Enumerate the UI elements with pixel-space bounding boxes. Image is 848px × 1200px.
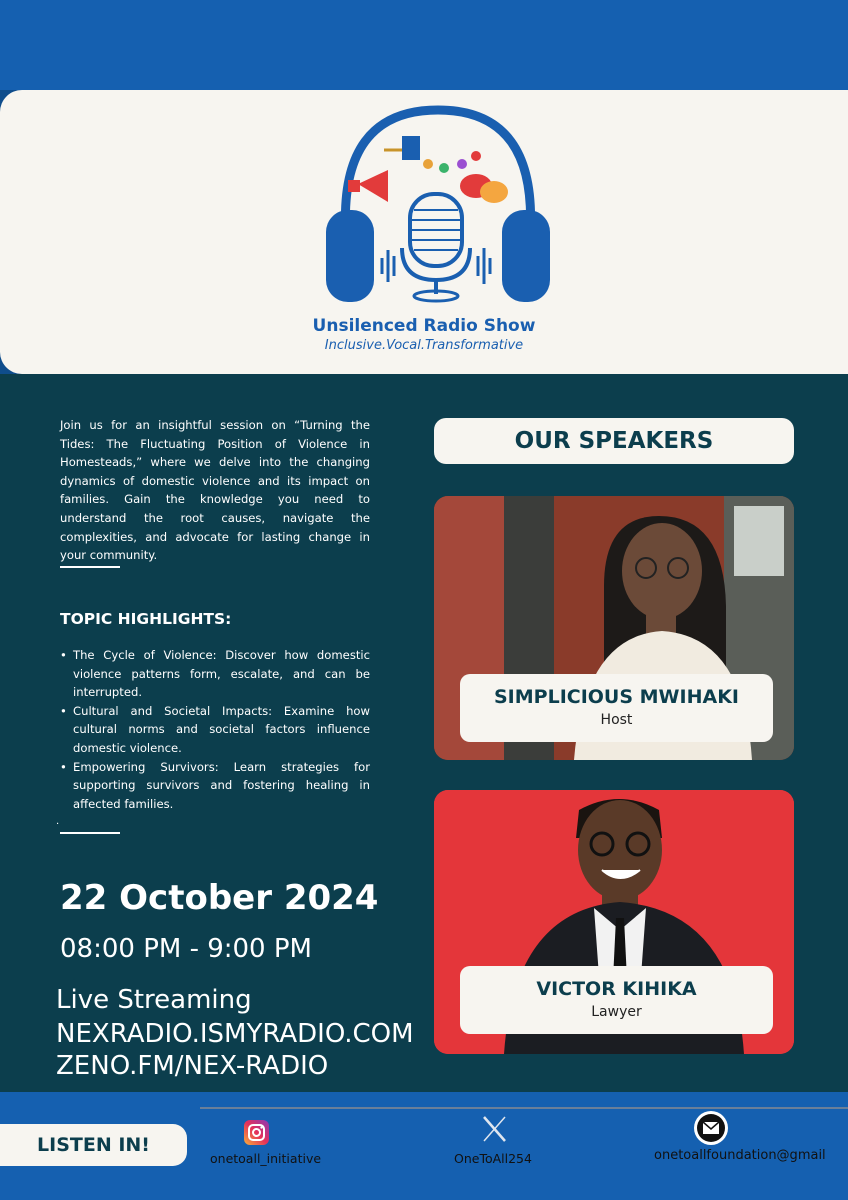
email-address[interactable]: onetoallfoundation@gmail (654, 1148, 826, 1163)
live-streaming-label: Live Streaming (56, 985, 252, 1015)
top-band (0, 0, 848, 90)
speaker-card-lawyer (434, 790, 794, 1054)
headphones-microphone-logo (318, 98, 558, 308)
stream-url[interactable]: ZENO.FM/NEX-RADIO (56, 1051, 329, 1081)
instagram-icon[interactable] (244, 1120, 269, 1145)
topic-highlights-heading: TOPIC HIGHLIGHTS: (60, 610, 232, 628)
show-tagline: Inclusive.Vocal.Transformative (324, 338, 524, 353)
speaker-name: VICTOR KIHIKA (536, 978, 697, 1000)
speaker-card-host (434, 496, 794, 760)
footer-divider (200, 1107, 848, 1109)
logo-card (0, 90, 848, 374)
topic-highlights-list (60, 646, 370, 813)
divider (60, 832, 120, 834)
stray-dot: · (56, 819, 60, 830)
divider (60, 566, 120, 568)
name-tag (460, 674, 773, 742)
intro-paragraph: Join us for an insightful session on “Turning the Tides: The Fluctuating Position of Violence in Homesteads,” where we delve into the changing dynamics of domestic violence and its impact on families. Gain the knowledge you need to understand the root causes, navigate the complexities, and advocate for lasting change in your community. (60, 418, 370, 563)
speaker-name: SIMPLICIOUS MWIHAKI (494, 686, 739, 708)
stream-url[interactable]: NEXRADIO.ISMYRADIO.COM (56, 1019, 414, 1049)
highlight-item: • Empowering Survivors: Learn strategies for supporting survivors and fostering healing in affected families. (60, 758, 370, 814)
speakers-heading: OUR SPEAKERS (434, 418, 794, 464)
mail-icon[interactable] (694, 1111, 728, 1145)
speaker-role: Host (600, 712, 633, 728)
speaker-role: Lawyer (591, 1004, 642, 1020)
x-logo-icon[interactable] (481, 1115, 508, 1143)
listen-in-button[interactable]: LISTEN IN! (0, 1124, 187, 1166)
instagram-handle[interactable]: onetoall_initiative (210, 1151, 322, 1166)
event-date: 22 October 2024 (60, 878, 379, 918)
highlight-item: • The Cycle of Violence: Discover how domestic violence patterns form, escalate, and can be interrupted. (60, 646, 370, 702)
highlight-item: • Cultural and Societal Impacts: Examine how cultural norms and societal factors influence domestic violence. (60, 702, 370, 758)
name-tag (460, 966, 773, 1034)
show-title: Unsilenced Radio Show (312, 316, 536, 336)
event-time: 08:00 PM - 9:00 PM (60, 934, 312, 964)
x-handle[interactable]: OneToAll254 (454, 1151, 532, 1166)
